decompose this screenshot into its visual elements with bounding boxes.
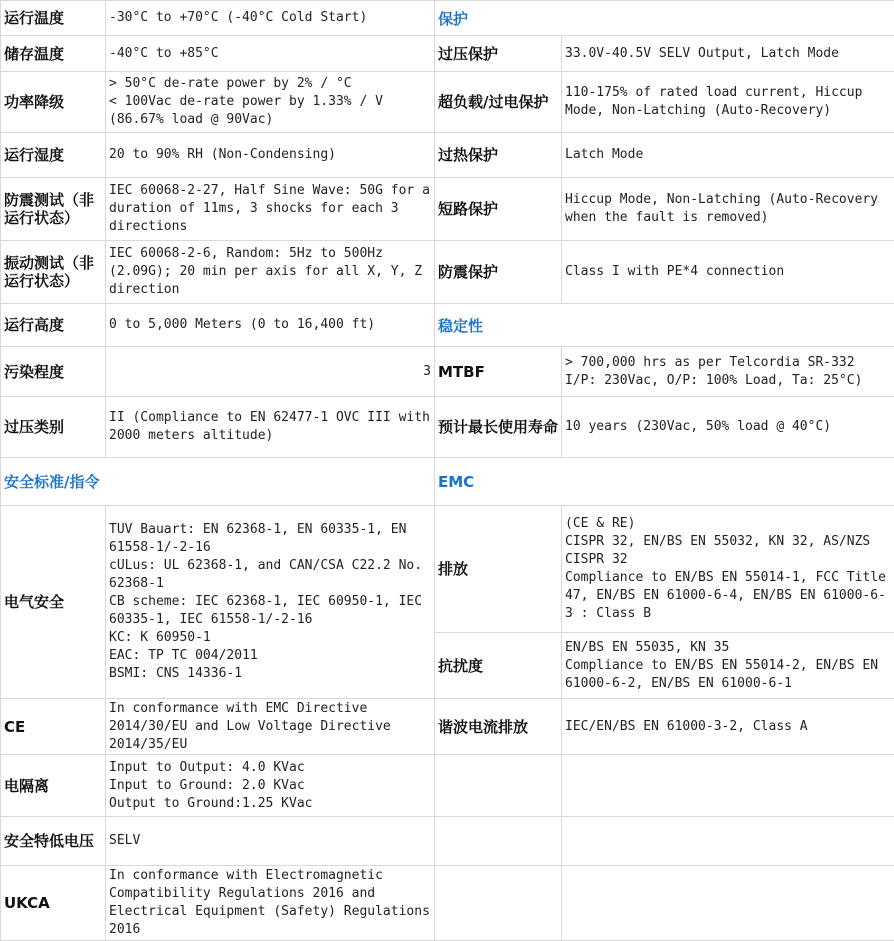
spec-label: 功率降级 xyxy=(1,72,106,133)
spec-label: 过热保护 xyxy=(435,133,562,178)
spec-label: 电气安全 xyxy=(1,506,106,699)
table-row xyxy=(1,72,894,133)
spec-value: 20 to 90% RH (Non-Condensing) xyxy=(106,133,435,178)
spec-label: 安全特低电压 xyxy=(1,817,106,866)
table-row xyxy=(1,458,894,506)
empty-cell xyxy=(435,866,562,941)
table-row xyxy=(1,699,894,755)
spec-label: UKCA xyxy=(1,866,106,941)
table-row xyxy=(1,304,894,347)
spec-label: 排放 xyxy=(435,506,562,633)
spec-value: 33.0V-40.5V SELV Output, Latch Mode xyxy=(562,36,894,72)
spec-label: 抗扰度 xyxy=(435,633,562,699)
spec-label: 污染程度 xyxy=(1,347,106,397)
empty-cell xyxy=(435,817,562,866)
spec-value: Latch Mode xyxy=(562,133,894,178)
spec-value: EN/BS EN 55035, KN 35 Compliance to EN/BS EN 55014-2, EN/BS EN 61000-6-2, EN/BS EN 61000-6-1 xyxy=(562,633,894,699)
spec-label: 短路保护 xyxy=(435,178,562,241)
section-heading-protection: 保护 xyxy=(435,1,894,36)
spec-label: 超负载/过电保护 xyxy=(435,72,562,133)
spec-value: IEC 60068-2-27, Half Sine Wave: 50G for a duration of 11ms, 3 shocks for each 3 directions xyxy=(106,178,435,241)
spec-label: MTBF xyxy=(435,347,562,397)
table-row xyxy=(1,397,894,458)
spec-value: II (Compliance to EN 62477-1 OVC III with 2000 meters altitude) xyxy=(106,397,435,458)
spec-value: SELV xyxy=(106,817,435,866)
spec-value: Hiccup Mode, Non-Latching (Auto-Recovery when the fault is removed) xyxy=(562,178,894,241)
spec-label: 振动测试（非运行状态） xyxy=(1,241,106,304)
spec-value: 10 years (230Vac, 50% load @ 40°C) xyxy=(562,397,894,458)
spec-value: -40°C to +85°C xyxy=(106,36,435,72)
spec-label: 谐波电流排放 xyxy=(435,699,562,755)
spec-label: 运行湿度 xyxy=(1,133,106,178)
table-row xyxy=(1,241,894,304)
spec-value: > 700,000 hrs as per Telcordia SR-332 I/P: 230Vac, O/P: 100% Load, Ta: 25°C) xyxy=(562,347,894,397)
spec-value: > 50°C de-rate power by 2% / °C < 100Vac de-rate power by 1.33% / V (86.67% load @ 90Vac) xyxy=(106,72,435,133)
spec-value: In conformance with Electromagnetic Compatibility Regulations 2016 and Electrical Equipment (Safety) Regulations 2016 xyxy=(106,866,435,941)
empty-cell xyxy=(562,755,894,817)
spec-label: 防震测试（非运行状态） xyxy=(1,178,106,241)
table-row xyxy=(1,178,894,241)
spec-value: Input to Output: 4.0 KVac Input to Ground: 2.0 KVac Output to Ground:1.25 KVac xyxy=(106,755,435,817)
empty-cell xyxy=(562,866,894,941)
spec-label: 防震保护 xyxy=(435,241,562,304)
spec-label: 过压保护 xyxy=(435,36,562,72)
spec-value: 110-175% of rated load current, Hiccup Mode, Non-Latching (Auto-Recovery) xyxy=(562,72,894,133)
spec-label: CE xyxy=(1,699,106,755)
spec-value: -30°C to +70°C (-40°C Cold Start) xyxy=(106,1,435,36)
spec-label: 储存温度 xyxy=(1,36,106,72)
spec-label: 电隔离 xyxy=(1,755,106,817)
table-row xyxy=(1,36,894,72)
spec-label: 过压类别 xyxy=(1,397,106,458)
spec-value: 3 xyxy=(106,347,435,397)
empty-cell xyxy=(435,755,562,817)
spec-value: Class I with PE*4 connection xyxy=(562,241,894,304)
table-row xyxy=(1,755,894,817)
section-heading-safety: 安全标准/指令 xyxy=(1,458,435,506)
empty-cell xyxy=(562,817,894,866)
spec-label: 运行温度 xyxy=(1,1,106,36)
table-row xyxy=(1,347,894,397)
section-heading-emc: EMC xyxy=(435,458,894,506)
spec-value: IEC 60068-2-6, Random: 5Hz to 500Hz (2.09G); 20 min per axis for all X, Y, Z direction xyxy=(106,241,435,304)
spec-value: In conformance with EMC Directive 2014/30/EU and Low Voltage Directive 2014/35/EU xyxy=(106,699,435,755)
spec-value: (CE & RE) CISPR 32, EN/BS EN 55032, KN 32, AS/NZS CISPR 32 Compliance to EN/BS EN 55014-1, FCC Title 47, EN/BS EN 61000-6-4, EN/BS EN 61000-6-3 : Class B xyxy=(562,506,894,633)
table-row xyxy=(1,506,894,633)
table-row xyxy=(1,1,894,36)
spec-label: 运行高度 xyxy=(1,304,106,347)
section-heading-stability: 稳定性 xyxy=(435,304,894,347)
spec-value: 0 to 5,000 Meters (0 to 16,400 ft) xyxy=(106,304,435,347)
spec-value: IEC/EN/BS EN 61000-3-2, Class A xyxy=(562,699,894,755)
table-row xyxy=(1,817,894,866)
table-row xyxy=(1,133,894,178)
spec-value: TUV Bauart: EN 62368-1, EN 60335-1, EN 61558-1/-2-16 cULus: UL 62368-1, and CAN/CSA C22.2 No. 62368-1 CB scheme: IEC 62368-1, IEC 60950-1, IEC 60335-1, IEC 61558-1/-2-16 KC: K 60950-1 EAC: TP TC 004/2011 BSMI: CNS 14336-1 xyxy=(106,506,435,699)
spec-label: 预计最长使用寿命 xyxy=(435,397,562,458)
table-row xyxy=(1,866,894,941)
